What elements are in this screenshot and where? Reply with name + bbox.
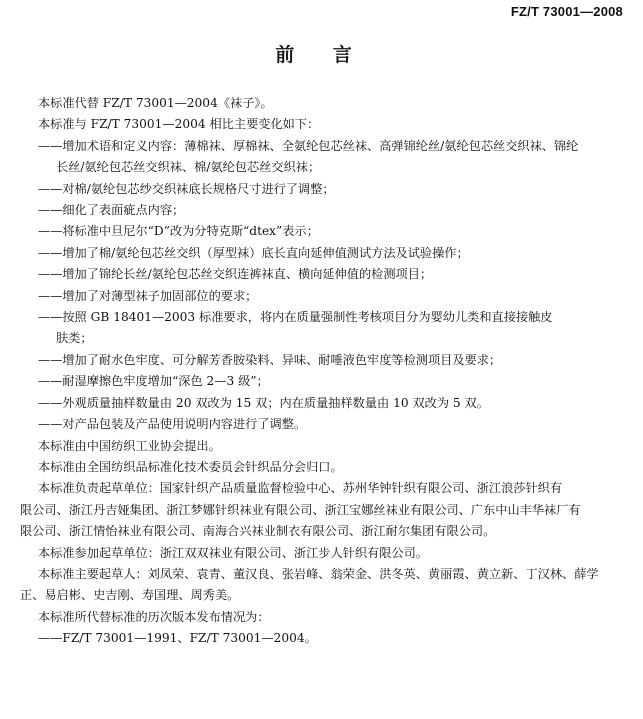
- paragraph-replaces: 本标准代替 FZ/T 73001—2004《袜子》。: [38, 96, 273, 110]
- paragraph-main-drafters: 本标准主要起草人：刘凤荣、袁青、董汉良、张岩峰、翁荣金、洪冬英、黄丽霞、黄立新、丁汉林、薛学: [38, 566, 599, 581]
- paragraph-history: 本标准所代替标准的历次版本发布情况为：: [38, 609, 270, 624]
- page-title: 前 言: [275, 44, 368, 66]
- change-item-colorfastness: ——增加了耐水色牢度、可分解芳香胺染料、异味、耐唾液色牢度等检测项目及要求；: [38, 352, 502, 367]
- change-item-packaging: ——对产品包装及产品使用说明内容进行了调整。: [38, 417, 307, 432]
- change-item-dtex: ——将标准中旦尼尔“D”改为分特克斯“dtex”表示；: [38, 224, 319, 239]
- change-item-size: ——对棉/氨纶包芯纱交织袜底长规格尺寸进行了调整；: [38, 181, 335, 196]
- paragraph-main-drafters-org-cont2: 限公司、浙江情怡袜业有限公司、南海合兴袜业制衣有限公司、浙江耐尔集团有限公司。: [20, 524, 496, 539]
- standard-code: FZ/T 73001—2008: [510, 4, 623, 19]
- change-item-gb18401-cont: 肤类；: [56, 331, 93, 346]
- change-item-test-method: ——增加了棉/氨纶包芯丝交织（厚型袜）底长直向延伸值测试方法及试验操作；: [38, 245, 469, 260]
- change-item-terms: ——增加术语和定义内容：薄棉袜、厚棉袜、全氨纶包芯丝袜、高弹锦纶丝/氨纶包芯丝交织袜、锦纶: [38, 138, 579, 153]
- paragraph-proposed-by: 本标准由中国纺织工业协会提出。: [38, 438, 221, 453]
- history-item-versions: ——FZ/T 73001—1991、FZ/T 73001—2004。: [38, 631, 317, 646]
- change-item-extension: ——增加了锦纶长丝/氨纶包芯丝交织连裤袜直、横向延伸值的检测项目；: [38, 267, 433, 282]
- paragraph-centralized-by: 本标准由全国纺织品标准化技术委员会针织品分会归口。: [38, 459, 343, 474]
- change-item-gb18401: ——按照 GB 18401—2003 标准要求，将内在质量强制性考核项目分为婴幼儿类和直接接触皮: [38, 310, 553, 325]
- paragraph-main-drafters-cont: 正、易启彬、史吉刚、寿国理、周秀美。: [20, 588, 240, 603]
- paragraph-changes-intro: 本标准与 FZ/T 73001—2004 相比主要变化如下：: [38, 117, 320, 132]
- paragraph-participating-org: 本标准参加起草单位：浙江双双袜业有限公司、浙江步人针织有限公司。: [38, 545, 428, 560]
- change-item-defects: ——细化了表面疵点内容；: [38, 203, 185, 218]
- change-item-reinforcement: ——增加了对薄型袜子加固部位的要求；: [38, 288, 258, 303]
- change-item-terms-cont: 长丝/氨纶包芯丝交织袜、棉/氨纶包芯丝交织袜；: [56, 160, 321, 175]
- paragraph-main-drafters-org-cont1: 限公司、浙江丹吉娅集团、浙江梦娜针织袜业有限公司、浙江宝娜丝袜业有限公司、广东中山丰华袜厂有: [20, 502, 581, 517]
- document-body: [20, 93, 623, 650]
- paragraph-main-drafters-org: 本标准负责起草单位：国家针织产品质量监督检验中心、苏州华钟针织有限公司、浙江浪莎针织有: [38, 481, 563, 496]
- change-item-sampling: ——外观质量抽样数量由 20 双改为 15 双；内在质量抽样数量由 10 双改为 5 双。: [38, 395, 489, 410]
- change-item-wet-rubbing: ——耐湿摩擦色牢度增加“深色 2—3 级”；: [38, 374, 269, 389]
